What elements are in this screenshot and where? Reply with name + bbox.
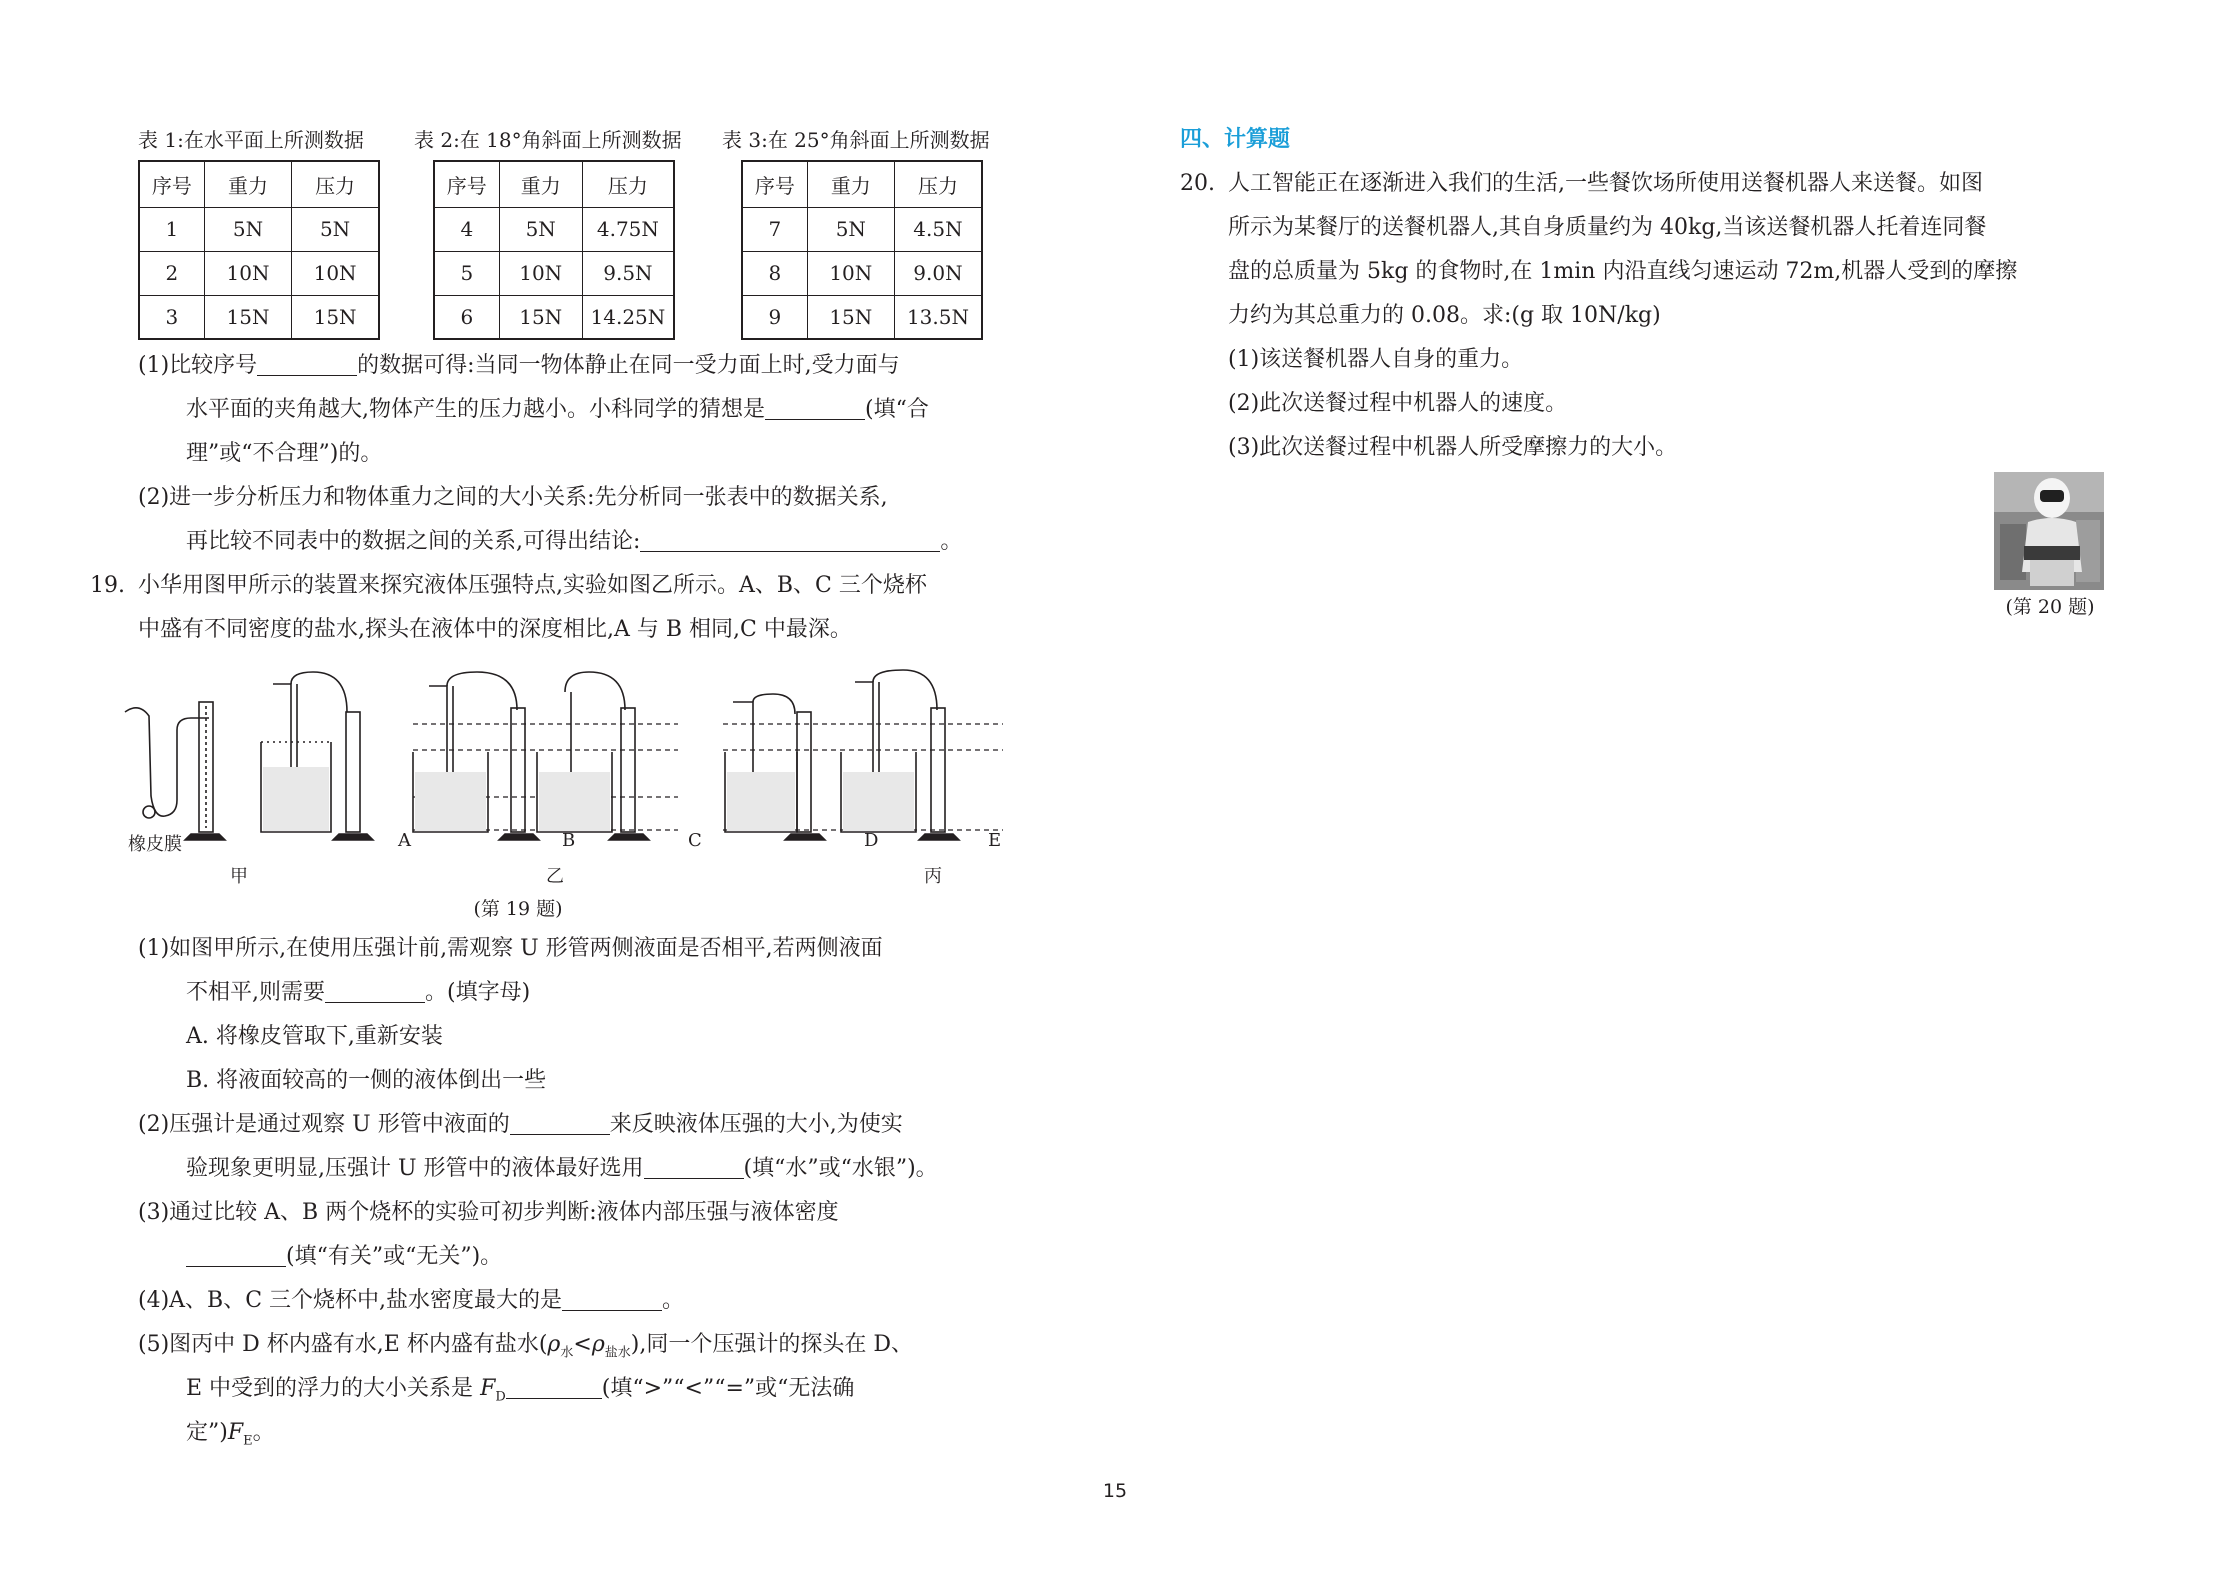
table-cell: 9.5N — [582, 251, 674, 295]
page-number: 15 — [1102, 1480, 1128, 1502]
table-header-cell: 压力 — [582, 161, 674, 207]
label-D: D — [864, 830, 879, 851]
table-cell: 10N — [499, 251, 582, 295]
apparatus-E — [841, 670, 959, 840]
right-column: 四、计算题 20. 人工智能正在逐渐进入我们的生活,一些餐饮场所使用送餐机器人来送餐。如图 所示为某餐厅的送餐机器人,其自身质量约为 40kg,当该送餐机器人托着连同餐 盘的总质量为 5kg 的食物时,在 1min 内沿直线匀速运动 72m,机器人受到的摩擦 力约为其总重力的 0.08。求:(g 取 10N/kg) (1)该送餐机器人自身的重力。 (2)此次送餐过程中机器人的速度。 (3)此次送餐过程中机器人所受摩擦力的大小。 — [1180, 120, 2110, 470]
label-jia: 甲 — [230, 866, 248, 887]
answer-blank[interactable] — [640, 524, 940, 552]
apparatus-B — [413, 672, 539, 840]
table-cell: 15N — [807, 295, 894, 339]
pressure-gauge-diagram — [113, 672, 1033, 927]
table-header-cell: 重力 — [204, 161, 291, 207]
answer-blank[interactable] — [510, 1107, 610, 1135]
apparatus-A — [261, 672, 373, 840]
option-b: B. 将液面较高的一侧的液体倒出一些 — [186, 1068, 547, 1093]
table-cell: 3 — [139, 295, 204, 339]
table-cell: 13.5N — [894, 295, 982, 339]
q20-number: 20. — [1180, 171, 1215, 196]
label-E: E — [988, 830, 1002, 851]
table-cell: 5 — [434, 251, 499, 295]
table-row — [434, 207, 674, 251]
answer-blank[interactable] — [562, 1283, 662, 1311]
q18-part2-line1: (2)进一步分析压力和物体重力之间的大小关系:先分析同一张表中的数据关系, — [138, 485, 888, 510]
table-captions — [138, 120, 1063, 156]
table-cell: 1 — [139, 207, 204, 251]
answer-blank[interactable] — [325, 975, 425, 1003]
table-header-cell: 重力 — [807, 161, 894, 207]
apparatus-C — [537, 672, 649, 840]
table-cell: 7 — [742, 207, 807, 251]
table-cell: 4.75N — [582, 207, 674, 251]
table-cell: 4 — [434, 207, 499, 251]
q20-sub3: (3)此次送餐过程中机器人所受摩擦力的大小。 — [1228, 435, 1678, 460]
table-cell: 10N — [204, 251, 291, 295]
table-cell: 5N — [499, 207, 582, 251]
table-cell: 5N — [292, 207, 379, 251]
table-2 — [433, 160, 675, 340]
q18-part2-line2: 再比较不同表中的数据之间的关系,可得出结论: 。 — [138, 520, 1063, 564]
table-cell: 10N — [292, 251, 379, 295]
label-membrane: 橡皮膜 — [128, 834, 182, 855]
table-row — [139, 251, 379, 295]
q19-subquestions: (1)如图甲所示,在使用压强计前,需观察 U 形管两侧液面是否相平,若两侧液面 不相平,则需要 。(填字母) A. 将橡皮管取下,重新安装 B. 将液面较高的一侧的液体倒出一些 (2)压强计是通过观察 U 形管中液面的 来反映液体压强的大小,为使实 验现象更明显,压强计 U 形管中的液体最好选用 (填“水”或“水银”)。 (3)通过比较 A、B 两个烧杯的实验可初步判断:液体内部压强与液体密度 (填“有关”或“无关”)。 (4)A、B、C 三个烧杯中,盐水密度最大的是 。 (5)图丙中 D 杯内盛有水,E 杯内盛有盐水$(\rho_水<\rho_{盐水})$,同一个压强计的探头在 D、 E 中受到的浮力的大小关系是 $F_D$ (填“>”“<”“=”或“无法确 定$”)F_E$。 — [138, 927, 1063, 1455]
q18-part1-line2: 水平面的夹角越大,物体产生的压力越小。小科同学的猜想是 (填“合 — [138, 388, 1063, 432]
table-cell: 10N — [807, 251, 894, 295]
table2-caption: 表 2:在 18°角斜面上所测数据 — [414, 127, 682, 152]
table-cell: 15N — [292, 295, 379, 339]
section-title: 四、计算题 — [1180, 127, 1291, 152]
q20-sub1: (1)该送餐机器人自身的重力。 — [1228, 347, 1524, 372]
table-cell: 5N — [204, 207, 291, 251]
option-a: A. 将橡皮管取下,重新安装 — [186, 1024, 443, 1049]
table-header-cell: 压力 — [292, 161, 379, 207]
table-row — [434, 295, 674, 339]
label-bing: 丙 — [924, 866, 942, 887]
q19-number: 19. — [90, 573, 125, 598]
table-3 — [741, 160, 983, 340]
table-header-cell: 重力 — [499, 161, 582, 207]
table-cell: 15N — [204, 295, 291, 339]
table-header-cell: 压力 — [894, 161, 982, 207]
q18-subquestions — [138, 344, 1063, 564]
delivery-robot-photo — [1994, 472, 2104, 590]
answer-blank[interactable] — [257, 348, 357, 376]
table-header-cell: 序号 — [139, 161, 204, 207]
table-cell: 9.0N — [894, 251, 982, 295]
table-1 — [138, 160, 380, 340]
left-column — [90, 120, 1063, 1455]
table-row — [742, 251, 982, 295]
q18-part1-line1: (1)比较序号 的数据可得:当同一物体静止在同一受力面上时,受力面与 — [138, 344, 1063, 388]
data-tables — [138, 160, 1063, 340]
table-row — [139, 295, 379, 339]
apparatus-jia — [125, 702, 225, 840]
table-row — [139, 207, 379, 251]
q19-figure — [128, 672, 1058, 927]
table-row — [434, 251, 674, 295]
label-B: B — [562, 830, 576, 851]
table-header-row — [434, 161, 674, 207]
table3-caption: 表 3:在 25°角斜面上所测数据 — [722, 127, 990, 152]
q20-figure-caption: (第 20 题) — [2005, 596, 2095, 618]
table-header-row — [742, 161, 982, 207]
q19-stem: 19. 小华用图甲所示的装置来探究液体压强特点,实验如图乙所示。A、B、C 三个烧杯 中盛有不同密度的盐水,探头在液体中的深度相比,A 与 B 相同,C 中最深。 — [138, 564, 1063, 652]
answer-blank[interactable] — [186, 1239, 286, 1267]
table-cell: 9 — [742, 295, 807, 339]
table-row — [742, 207, 982, 251]
q18-part1-line3: 理”或“不合理”)的。 — [186, 441, 383, 466]
table-cell: 2 — [139, 251, 204, 295]
table-row — [742, 295, 982, 339]
table-cell: 15N — [499, 295, 582, 339]
table-cell: 5N — [807, 207, 894, 251]
answer-blank[interactable] — [644, 1151, 744, 1179]
table-header-row — [139, 161, 379, 207]
label-yi: 乙 — [546, 866, 564, 887]
q19-figure-caption: (第 19 题) — [473, 898, 563, 920]
table1-caption: 表 1:在水平面上所测数据 — [138, 127, 364, 152]
table-header-cell: 序号 — [434, 161, 499, 207]
table-header-cell: 序号 — [742, 161, 807, 207]
apparatus-D — [725, 694, 825, 840]
table-cell: 14.25N — [582, 295, 674, 339]
answer-blank[interactable] — [506, 1371, 602, 1399]
label-C: C — [688, 830, 702, 851]
label-A: A — [398, 830, 411, 851]
table-cell: 6 — [434, 295, 499, 339]
q20-sub2: (2)此次送餐过程中机器人的速度。 — [1228, 391, 1568, 416]
table-cell: 4.5N — [894, 207, 982, 251]
answer-blank[interactable] — [765, 392, 865, 420]
table-cell: 8 — [742, 251, 807, 295]
